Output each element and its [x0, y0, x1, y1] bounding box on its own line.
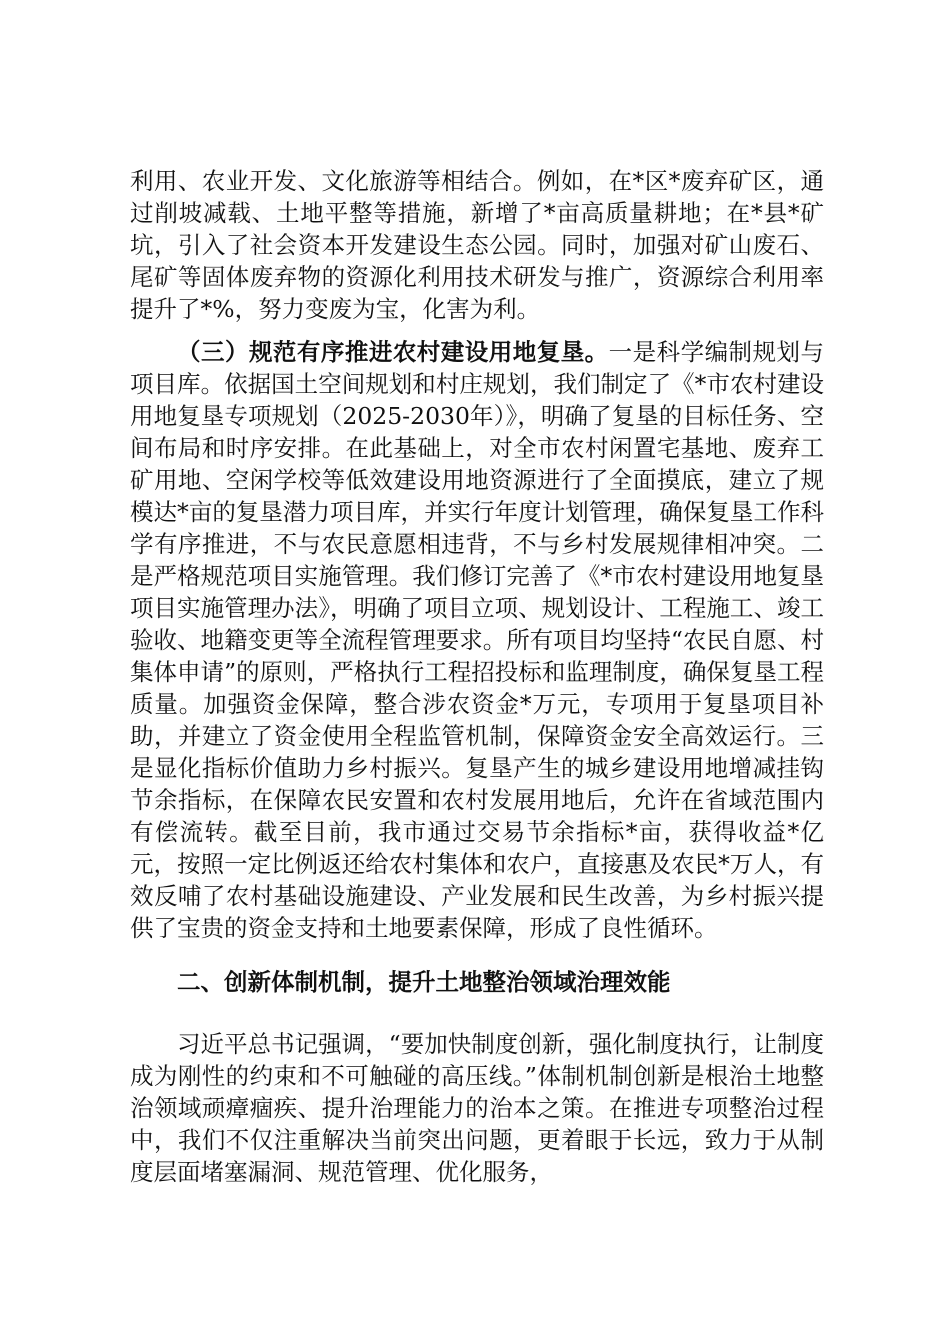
paragraph-institutional-innovation: 习近平总书记强调，“要加快制度创新，强化制度执行，让制度成为刚性的约束和不可触碰的高压线。”体制机制创新是根治土地整治领域顽瘴痼疾、提升治理能力的治本之策。在推进专项整治过程中，我们不仅注重解决当前突出问题，更着眼于长远，致力于从制度层面堵塞漏洞、规范管理、优化服务， — [130, 1030, 824, 1186]
paragraph-rural-land-reclamation — [130, 336, 824, 944]
section-heading: 二、创新体制机制，提升土地整治领域治理效能 — [177, 968, 671, 996]
paragraph-continuation: 利用、农业开发、文化旅游等相结合。例如，在*区*废弃矿区，通过削坡减载、土地平整等措施，新增了*亩高质量耕地；在*县*矿坑，引入了社会资本开发建设生态公园。同时，加强对矿山废石、尾矿等固体废弃物的资源化利用技术研发与推广，资源综合利用率提升了*%，努力变废为宝，化害为利。 — [130, 167, 824, 323]
subsection-lead-title: （三）规范有序推进农村建设用地复垦。 — [177, 338, 609, 366]
subsection-body: 一是科学编制规划与项目库。依据国土空间规划和村庄规划，我们制定了《*市农村建设用地复垦专项规划（2025-2030年）》，明确了复垦的目标任务、空间布局和时序安排。在此基础上，对全市农村闲置宅基地、废弃工矿用地、空闲学校等低效建设用地资源进行了全面摸底，建立了规模达*亩的复垦潜力项目库，并实行年度计划管理，确保复垦工作科学有序推进，不与农民意愿相违背，不与乡村发展规律相冲突。二是严格规范项目实施管理。我们修订完善了《*市农村建设用地复垦项目实施管理办法》，明确了项目立项、规划设计、工程施工、竣工验收、地籍变更等全流程管理要求。所有项目均坚持“农民自愿、村集体申请”的原则，严格执行工程招投标和监理制度，确保复垦工程质量。加强资金保障，整合涉农资金*万元，专项用于复垦项目补助，并建立了资金使用全程监管机制，保障资金安全高效运行。三是显化指标价值助力乡村振兴。复垦产生的城乡建设用地增减挂钩节余指标，在保障农民安置和农村发展用地后，允许在省域范围内有偿流转。截至目前，我市通过交易节余指标*亩，获得收益*亿元，按照一定比例返还给农村集体和农户，直接惠及农民*万人，有效反哺了农村基础设施建设、产业发展和民生改善，为乡村振兴提供了宝贵的资金支持和土地要素保障，形成了良性循环。 — [130, 338, 825, 942]
